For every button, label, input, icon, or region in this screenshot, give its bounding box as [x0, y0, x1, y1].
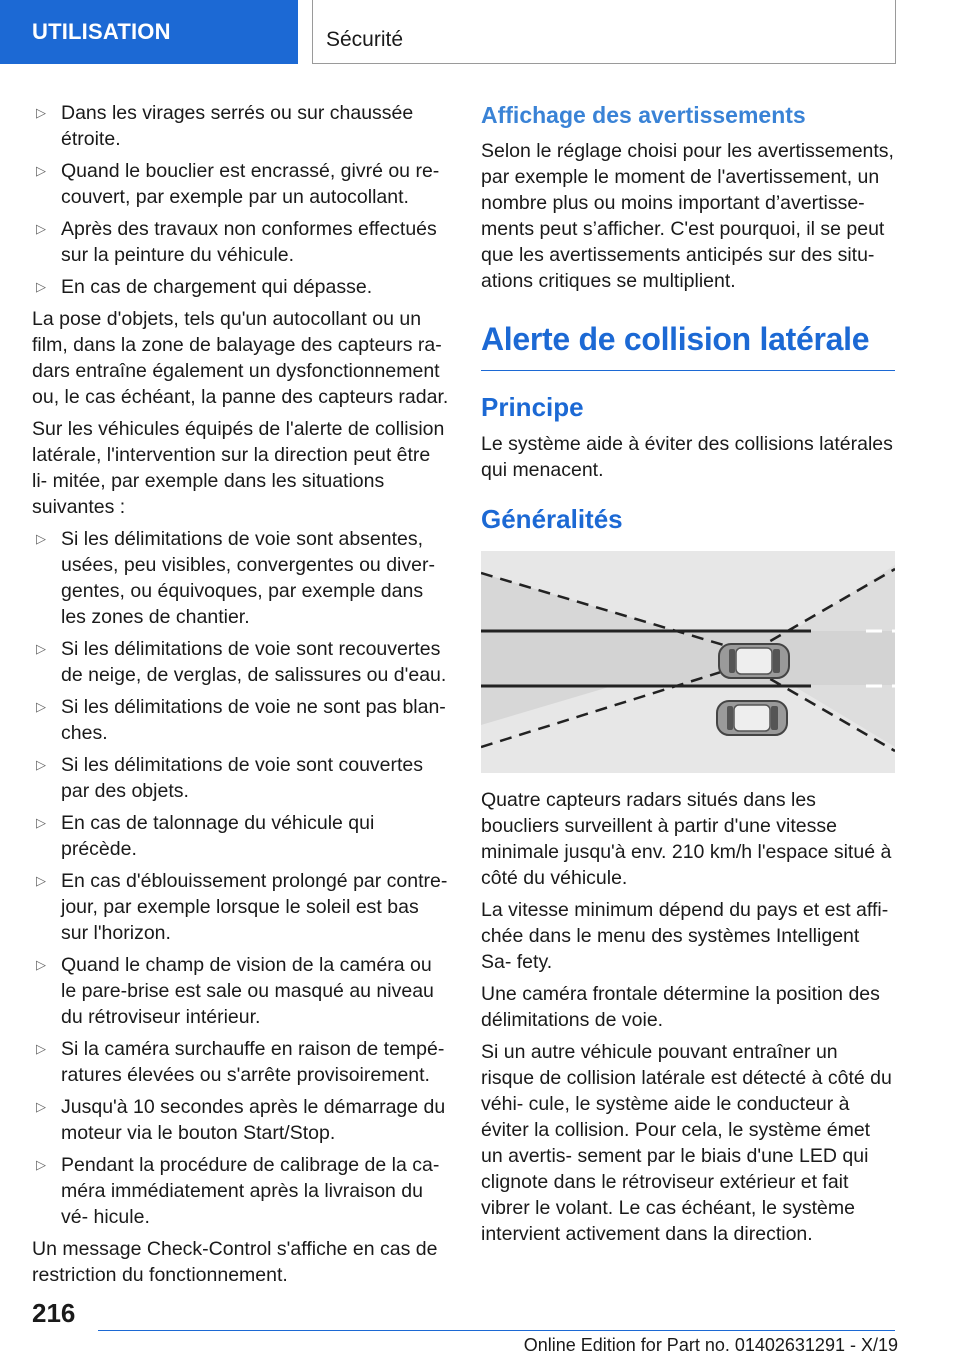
bullet-triangle-icon: ▷ [36, 279, 46, 294]
other-car [717, 701, 787, 735]
section-title: Sécurité [326, 28, 404, 51]
list-item: ▷ Dans les virages serrés ou sur chaussée étroite. [36, 102, 414, 150]
bullet-triangle-icon: ▷ [36, 1041, 46, 1056]
car-roof [736, 648, 772, 674]
bullet-triangle-icon: ▷ [36, 957, 46, 972]
paragraph: Selon le réglage choisi pour les avertissements, par exemple le moment de l'avertissement, un nombre plus ou moins important d’avertisse- ments peut s’afficher. C'est pourquoi, il se peut que les avertissements anticipés sur des situ- ations critiques se multiplient. [481, 140, 894, 292]
paragraph: La vitesse minimum dépend du pays et est affi- chée dans le menu des systèmes Intelligent Sa- fety. [481, 899, 889, 973]
bullet-triangle-icon: ▷ [36, 1099, 46, 1114]
car-windshield [773, 649, 780, 673]
list-item: ▷ Quand le bouclier est encrassé, givré ou re- couvert, par exemple par un autocollant. [36, 160, 440, 208]
bullet-triangle-icon: ▷ [36, 815, 46, 830]
bullet-triangle-icon: ▷ [36, 531, 46, 546]
list-item: ▷ En cas de chargement qui dépasse. [36, 276, 373, 298]
paragraph: Une caméra frontale détermine la position des délimitations de voie. [481, 983, 880, 1031]
car-rear-window [727, 706, 733, 730]
list-item: ▷ Après des travaux non conformes effectués sur la peinture du véhicule. [36, 218, 437, 266]
list-item: ▷ Si les délimitations de voie sont absentes, usées, peu visibles, convergentes ou diver- gentes, ou équivoques, par exemple dans les zones de chantier. [36, 528, 435, 628]
footer-divider [98, 1330, 895, 1331]
bullet-triangle-icon: ▷ [36, 1157, 46, 1172]
edition-note: Online Edition for Part no. 01402631291 - X/19 [523, 1335, 898, 1355]
left-column [32, 100, 450, 1294]
bullet-triangle-icon: ▷ [36, 163, 46, 178]
bullet-triangle-icon: ▷ [36, 221, 46, 236]
list-item: ▷ Quand le champ de vision de la caméra ou le pare-brise est sale ou masqué au niveau du rétroviseur intérieur. [36, 954, 434, 1028]
road-diagram [481, 551, 895, 773]
paragraph: La pose d'objets, tels qu'un autocollant ou un film, dans la zone de balayage des capteurs ra- dars entraîne également un dysfonctionnement ou, le cas échéant, la panne des capteurs radar. [32, 308, 449, 408]
list-item: ▷ Si les délimitations de voie ne sont pas blan- ches. [36, 696, 446, 744]
paragraph: Si un autre véhicule pouvant entraîner un risque de collision latérale est détecté à côté du véhi- cule, le système aide le conducteur à éviter la collision. Pour cela, le système émet un avertis- sement par le biais d'une LED qui clignote dans le rétroviseur extérieur et fait vibrer le volant. Le cas échéant, le système intervient activement dans la direction. [481, 1041, 892, 1245]
car-windshield [771, 706, 778, 730]
paragraph: Quatre capteurs radars situés dans les boucliers surveillent à partir d'une vitesse minimale jusqu'à env. 210 km/h l'espace situé à côté du véhicule. [481, 789, 892, 889]
paragraph: Un message Check-Control s'affiche en cas de restriction du fonctionnement. [32, 1238, 438, 1286]
paragraph: Le système aide à éviter des collisions latérales qui menacent. [481, 433, 893, 481]
lane-center [481, 631, 895, 685]
list-item: ▷ Si les délimitations de voie sont recouvertes de neige, de verglas, de salissures ou d'eau. [36, 638, 447, 686]
page-number: 216 [32, 1298, 76, 1328]
bullet-triangle-icon: ▷ [36, 699, 46, 714]
right-column [481, 100, 895, 1253]
list-item: ▷ En cas de talonnage du véhicule qui précède. [36, 812, 375, 860]
list-item: ▷ Pendant la procédure de calibrage de la ca- méra immédiatement après la livraison du vé- hicule. [36, 1154, 440, 1228]
general-heading: Généralités [481, 504, 623, 534]
bullet-triangle-icon: ▷ [36, 105, 46, 120]
car-roof [734, 705, 770, 731]
list-item: ▷ En cas d'éblouissement prolongé par contre- jour, par exemple lorsque le soleil est bas sur l'horizon. [36, 870, 448, 944]
principle-heading: Principe [481, 392, 584, 422]
list-item: ▷ Si les délimitations de voie sont couvertes par des objets. [36, 754, 424, 802]
warnings-heading: Affichage des avertissements [481, 102, 806, 128]
ego-car [719, 644, 789, 678]
page-title: Alerte de collision latérale [481, 312, 895, 371]
side-collision-illustration [481, 551, 895, 773]
bullet-triangle-icon: ▷ [36, 641, 46, 656]
bullet-triangle-icon: ▷ [36, 873, 46, 888]
chapter-tab[interactable]: UTILISATION [0, 0, 298, 64]
list-item: ▷ Jusqu'à 10 secondes après le démarrage du moteur via le bouton Start/Stop. [36, 1096, 446, 1144]
paragraph: Sur les véhicules équipés de l'alerte de collision latérale, l'intervention sur la direction peut être li- mitée, par exemple dans les situations suivantes : [32, 418, 445, 518]
bullet-triangle-icon: ▷ [36, 757, 46, 772]
list-item: ▷ Si la caméra surchauffe en raison de tempé- ratures élevées ou s'arrête provisoirement. [36, 1038, 445, 1086]
car-rear-window [729, 649, 735, 673]
